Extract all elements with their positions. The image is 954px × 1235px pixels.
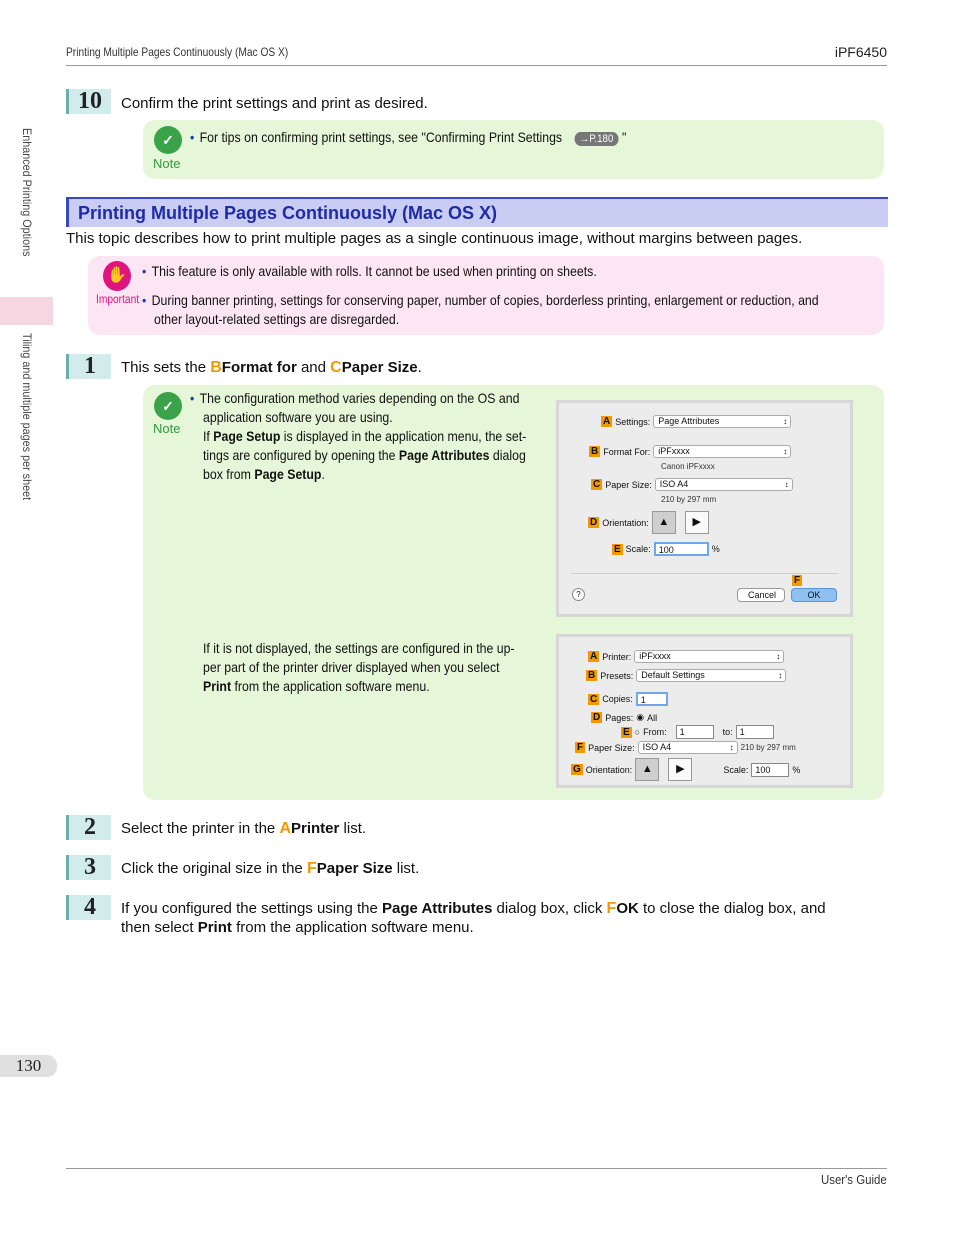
portrait-orientation-button[interactable]: ▲ bbox=[652, 511, 676, 534]
step-number: 2 bbox=[66, 815, 111, 840]
note-line: If it is not displayed, the settings are configured in the up- bbox=[203, 640, 515, 656]
footer-divider bbox=[66, 1168, 887, 1169]
note-line: Print from the application software menu. bbox=[203, 678, 430, 694]
step-text: This sets the BFormat for and CPaper Size. bbox=[121, 359, 422, 376]
print-dialog: A Printer: iPFxxxx ↕ B Presets: Default Settings ↕ C Copies: 1 D Pages: ◉ All E ○ From: 1 to: 1 F Paper Size: ISO A4 ↕ 210 by 297 mm G Orientation: ▲ ▶ Scale: 100 % bbox=[556, 634, 853, 788]
side-chapter-label: Enhanced Printing Options bbox=[20, 128, 34, 257]
running-header-title: Printing Multiple Pages Continuously (Mac OS X) bbox=[66, 45, 289, 59]
running-header-model: iPF6450 bbox=[834, 44, 887, 60]
section-intro: This topic describes how to print multiple pages as a single continuous image, without margins between pages. bbox=[66, 230, 803, 247]
paper-size-dimensions: 210 by 297 mm bbox=[661, 495, 717, 504]
dialog-divider bbox=[571, 573, 838, 574]
step-text: Select the printer in the APrinter list. bbox=[121, 820, 367, 837]
note-line: box from Page Setup. bbox=[203, 466, 325, 482]
ok-button[interactable]: OK bbox=[791, 588, 837, 602]
side-chapter-marker bbox=[0, 297, 53, 325]
note-line: per part of the printer driver displayed when you select bbox=[203, 659, 500, 675]
note-line: If Page Setup is displayed in the application menu, the set- bbox=[203, 428, 527, 444]
pages-from-radio[interactable]: ○ bbox=[634, 727, 641, 737]
note-bullet: • For tips on confirming print settings, see "Confirming Print Settings →P.180 " bbox=[190, 129, 627, 145]
step-number: 1 bbox=[66, 354, 111, 379]
page-number: 130 bbox=[0, 1055, 57, 1077]
step-text: If you configured the settings using the Page Attributes dialog box, click FOK to close the dialog box, and bbox=[121, 900, 826, 917]
note-label: Note bbox=[153, 421, 181, 436]
note-bullet: • The configuration method varies depending on the OS and bbox=[190, 390, 520, 406]
important-bullet-1: • This feature is only available with rolls. It cannot be used when printing on sheets. bbox=[142, 263, 597, 279]
paper-size-select[interactable]: ISO A4 ↕ bbox=[655, 478, 793, 491]
help-button[interactable]: ? bbox=[572, 588, 585, 601]
note-line: application software you are using. bbox=[203, 409, 393, 425]
step-text: Confirm the print settings and print as desired. bbox=[121, 95, 428, 112]
scale-input[interactable]: 100 bbox=[654, 542, 709, 556]
printer-select[interactable]: iPFxxxx ↕ bbox=[634, 650, 784, 663]
landscape-orientation-button[interactable]: ▶ bbox=[685, 511, 709, 534]
important-hand-icon: ✋ bbox=[103, 261, 131, 291]
cancel-button[interactable]: Cancel bbox=[737, 588, 785, 602]
copies-input[interactable]: 1 bbox=[636, 692, 668, 706]
paper-size-select[interactable]: ISO A4 ↕ bbox=[638, 741, 738, 754]
step-text: Click the original size in the FPaper Size list. bbox=[121, 860, 420, 877]
page-reference-link[interactable]: →P.180 bbox=[574, 132, 618, 146]
settings-select[interactable]: Page Attributes ↕ bbox=[653, 415, 791, 428]
note-label: Note bbox=[153, 156, 181, 171]
to-page-input[interactable]: 1 bbox=[736, 725, 774, 739]
footer-guide-title: User's Guide bbox=[821, 1172, 887, 1187]
step-number: 3 bbox=[66, 855, 111, 880]
step-number: 10 bbox=[66, 89, 111, 114]
from-page-input[interactable]: 1 bbox=[676, 725, 714, 739]
note-line: tings are configured by opening the Page Attributes dialog bbox=[203, 447, 526, 463]
landscape-orientation-button[interactable]: ▶ bbox=[668, 758, 692, 781]
important-bullet-2-cont: other layout-related settings are disregarded. bbox=[154, 311, 400, 327]
pages-all-radio[interactable]: ◉ bbox=[636, 712, 645, 722]
format-for-subtext: Canon iPFxxxx bbox=[661, 462, 715, 471]
important-bullet-2: • During banner printing, settings for conserving paper, number of copies, borderless printing, enlargement or reduction, and bbox=[142, 292, 819, 308]
section-heading: Printing Multiple Pages Continuously (Mac OS X) bbox=[66, 197, 888, 227]
note-icon: ✓ bbox=[154, 392, 182, 420]
scale-input[interactable]: 100 bbox=[751, 763, 789, 777]
format-for-select[interactable]: iPFxxxx ↕ bbox=[653, 445, 791, 458]
portrait-orientation-button[interactable]: ▲ bbox=[635, 758, 659, 781]
side-section-label: Tiling and multiple pages per sheet bbox=[20, 333, 34, 501]
step-number: 4 bbox=[66, 895, 111, 920]
important-label: Important bbox=[96, 292, 140, 306]
note-icon: ✓ bbox=[154, 126, 182, 154]
header-divider bbox=[66, 65, 887, 66]
presets-select[interactable]: Default Settings ↕ bbox=[636, 669, 786, 682]
page-setup-dialog: A Settings: Page Attributes ↕ B Format For: iPFxxxx ↕ Canon iPFxxxx C Paper Size: ISO A4 ↕ 210 by 297 mm D Orientation: ▲ ▶ E Scale: 100 % F ? Cancel OK bbox=[556, 400, 853, 617]
step-text-cont: then select Print from the application software menu. bbox=[121, 919, 474, 936]
paper-size-dimensions: 210 by 297 mm bbox=[740, 743, 796, 752]
